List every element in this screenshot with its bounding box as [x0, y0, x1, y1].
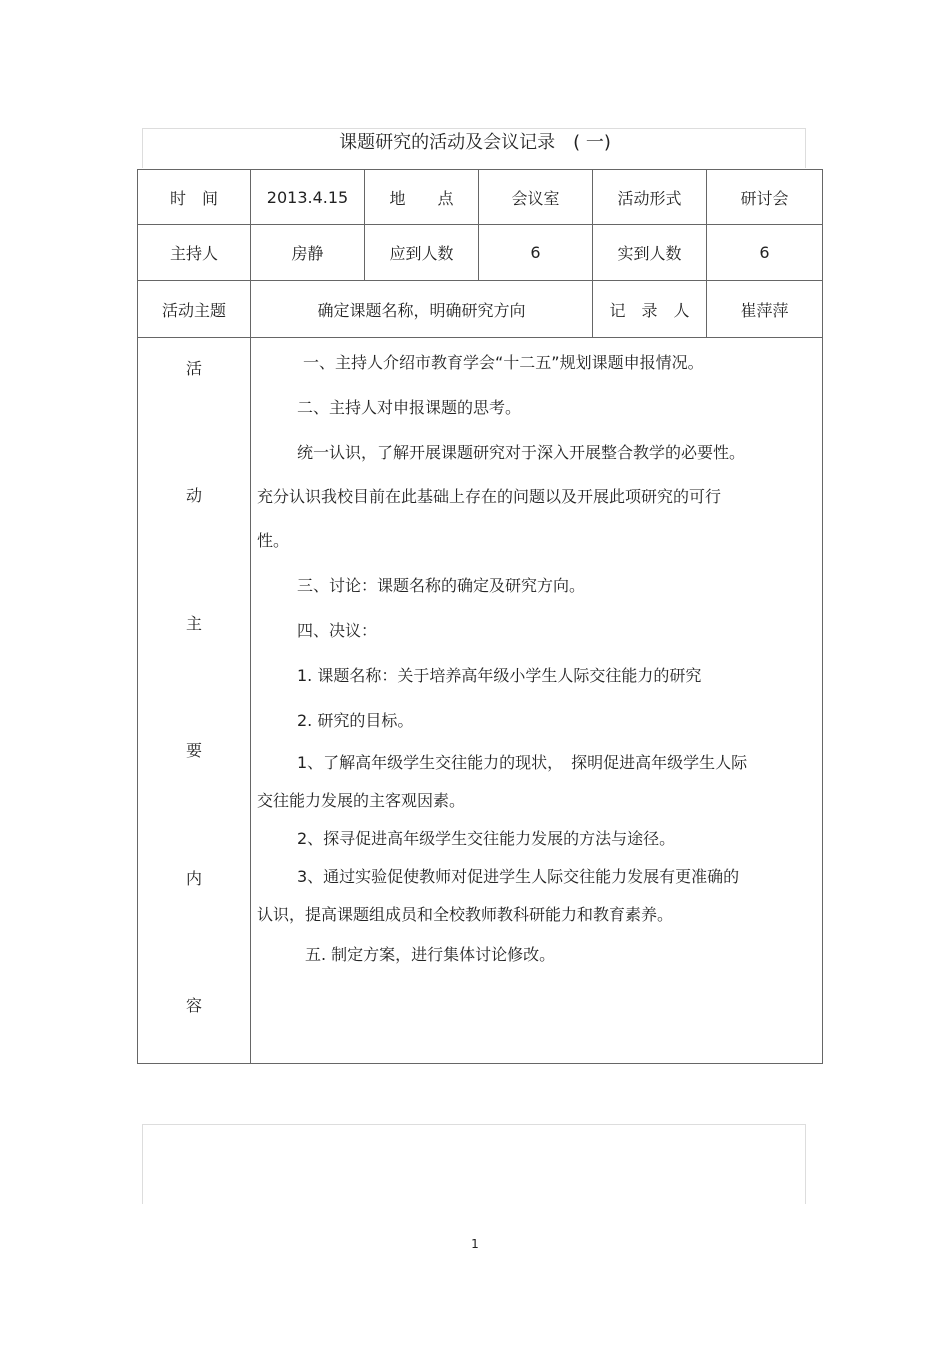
paragraph: 1. 课题名称：关于培养高年级小学生人际交往能力的研究 — [297, 666, 702, 685]
theme-label: 活动主题 — [138, 281, 251, 338]
expected-value: 6 — [479, 225, 593, 281]
place-value: 会议室 — [479, 170, 593, 225]
side-char: 动 — [185, 486, 202, 506]
time-value: 2013.4.15 — [251, 170, 365, 225]
side-char: 内 — [185, 868, 202, 888]
paragraph: 一、主持人介绍市教育学会“十二五”规划课题申报情况。 — [303, 353, 704, 372]
form-label: 活动形式 — [593, 170, 707, 225]
host-value: 房静 — [251, 225, 365, 281]
side-char: 主 — [185, 613, 202, 633]
record-table — [137, 169, 823, 1064]
paragraph: 四、决议： — [297, 621, 378, 640]
paragraph: 充分认识我校目前在此基础上存在的问题以及开展此项研究的可行 — [257, 487, 722, 506]
side-char: 要 — [185, 741, 202, 761]
side-char: 活 — [185, 359, 202, 378]
paragraph: 3、通过实验促使教师对促进学生人际交往能力发展有更准确的 — [297, 867, 740, 886]
table-row — [138, 338, 823, 1064]
table-row — [138, 281, 823, 338]
content-body — [251, 338, 823, 1064]
page-number: 1 — [471, 1237, 479, 1251]
actual-value: 6 — [707, 225, 823, 281]
paragraph: 交往能力发展的主客观因素。 — [257, 791, 466, 810]
place-label: 地 点 — [365, 170, 479, 225]
table-row — [138, 170, 823, 225]
paragraph: 认识，提高课题组成员和全校教师教科研能力和教育素养。 — [257, 905, 674, 924]
paragraph: 2. 研究的目标。 — [297, 711, 414, 730]
page-title: 课题研究的活动及会议记录 ( 一) — [339, 132, 611, 153]
recorder-label: 记 录 人 — [593, 281, 707, 338]
form-value: 研讨会 — [707, 170, 823, 225]
time-label: 时 间 — [138, 170, 251, 225]
footer-frame — [142, 1124, 806, 1204]
paragraph: 性。 — [257, 531, 290, 550]
theme-value: 确定课题名称，明确研究方向 — [251, 281, 593, 338]
paragraph: 三、讨论：课题名称的确定及研究方向。 — [297, 576, 586, 595]
paragraph: 二、主持人对申报课题的思考。 — [297, 398, 522, 417]
side-char: 容 — [185, 995, 202, 1015]
paragraph: 1、了解高年级学生交往能力的现状， 探明促进高年级学生人际 — [297, 753, 748, 772]
paragraph: 统一认识，了解开展课题研究对于深入开展整合教学的必要性。 — [297, 443, 746, 462]
recorder-value: 崔萍萍 — [707, 281, 823, 338]
paragraph: 五. 制定方案，进行集体讨论修改。 — [305, 945, 556, 964]
paragraph: 2、探寻促进高年级学生交往能力发展的方法与途径。 — [297, 829, 676, 848]
expected-label: 应到人数 — [365, 225, 479, 281]
host-label: 主持人 — [138, 225, 251, 281]
content-side-label — [138, 338, 251, 1064]
actual-label: 实到人数 — [593, 225, 707, 281]
table-row — [138, 225, 823, 281]
